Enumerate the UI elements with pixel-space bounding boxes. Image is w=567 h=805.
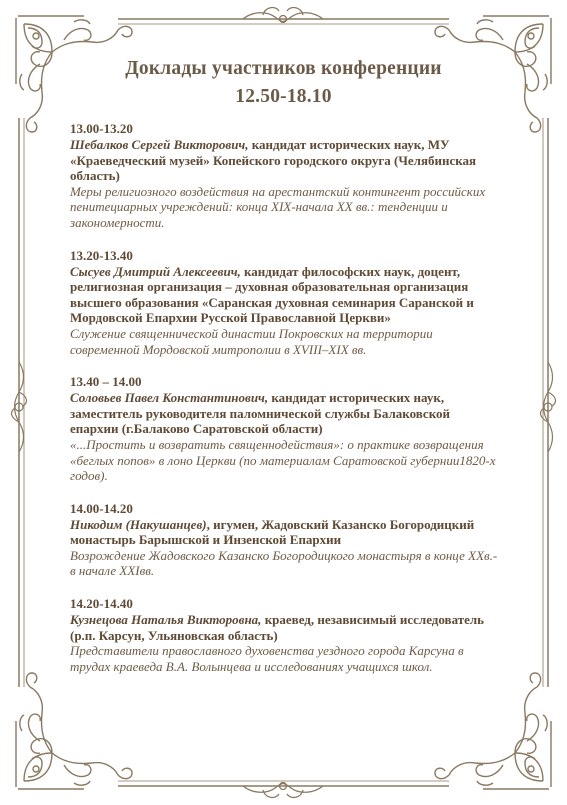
speaker-name: Кузнецова Наталья Викторовна, (70, 612, 262, 628)
talk-item (70, 121, 500, 231)
speaker-affiliation: краевед, независимый исследователь (р.п. Карсун, Ульяновская область) (70, 612, 485, 643)
speaker-name: Шебалков Сергей Викторович, (70, 137, 249, 152)
talk-time: 13.20-13.40 (70, 247, 133, 263)
talk-item (70, 596, 500, 674)
talk-time: 13.00-13.20 (70, 121, 133, 136)
talk-item (70, 374, 500, 484)
talk-time: 13.40 – 14.00 (70, 374, 142, 390)
speaker-name: Сысуев Дмитрий Алексеевич, (70, 263, 241, 279)
talk-speaker-info (70, 137, 500, 184)
speaker-affiliation: кандидат философских наук, доцент, религиозная организация – духовная образовательная организация высшего образования «Саранская духовная семинария Саранской и Мордовской Епархии Русской Православной Церкви» (70, 263, 474, 326)
page-title: Доклады участников конференции (125, 58, 442, 79)
talks-list (70, 121, 500, 691)
talk-topic: Возрождение Жадовского Казанско Богородицкого монастыря в конце XXв.- в начале XXIвв. (70, 547, 498, 579)
talk-topic: Меры религиозного воздействия на арестантский контингент российских пенитециарных учреждений: конца XIX-начала XX вв.: тенденции и закономерности. (70, 183, 486, 230)
talk-time: 14.20-14.40 (70, 596, 133, 612)
talk-time: 14.00-14.20 (70, 500, 133, 516)
conference-time-range: 12.50-18.10 (235, 86, 332, 107)
talk-speaker-info (70, 390, 500, 437)
talk-speaker-info (70, 612, 500, 643)
talk-topic: Служение священнической династии Покровских на территории современной Мордовской митрополии в XVIII–XIX вв. (70, 325, 433, 357)
speaker-affiliation: кандидат исторических наук, МУ «Краеведческий музей» Копейского городского округа (Челябинская область) (70, 137, 477, 184)
talk-item (70, 248, 500, 358)
speaker-name: Соловьев Павел Константинович, (70, 390, 269, 406)
talk-speaker-info (70, 517, 500, 548)
talk-topic: Представители православного духовенства уездного города Карсуна в трудах краеведа В.А. Волынцева и исследованиях учащихся школ. (70, 643, 464, 674)
talk-item (70, 501, 500, 579)
speaker-affiliation: кандидат исторических наук, заместитель руководителя паломнической службы Балаковской епархии (г.Балаково Саратовской области) (70, 390, 451, 437)
speaker-affiliation: , игумен, Жадовский Казанско Богородицкий монастырь Барышской и Инзенской Епархии (70, 516, 475, 548)
talk-topic: «...Простить и возвратить священнодействия»: о практике возвращения «беглых попов» в лоно Церкви (по материалам Саратовской губернии1820-х годов). (70, 436, 496, 484)
speaker-name: Никодим (Накушанцев) (70, 516, 207, 532)
talk-speaker-info (70, 264, 500, 326)
